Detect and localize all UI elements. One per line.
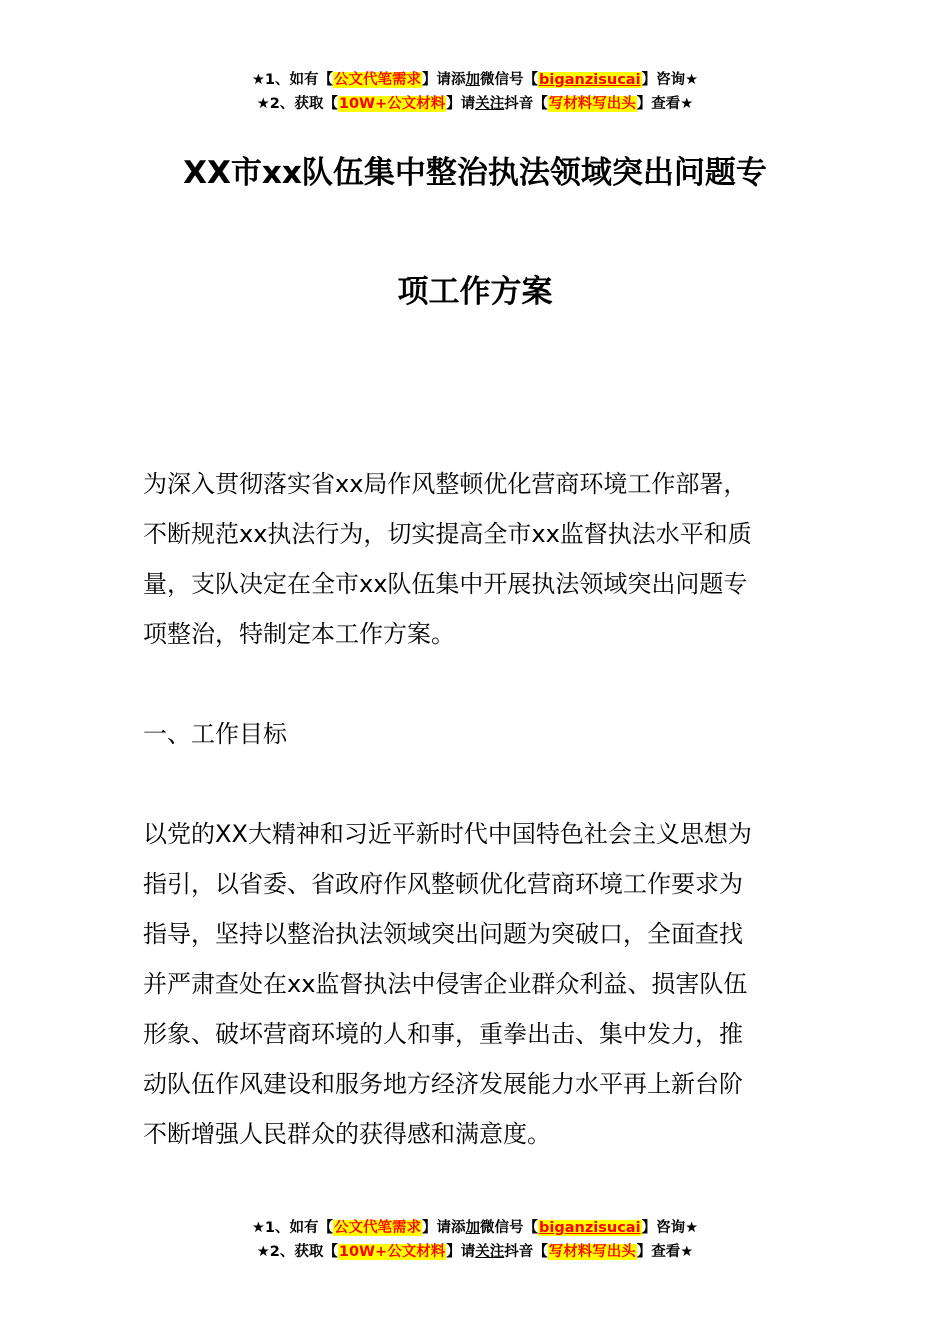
promo-wechat-id[interactable]: biganzisucai — [539, 1220, 641, 1236]
promo-douyin-account[interactable]: 写材料写出头 — [548, 1244, 636, 1260]
promo-text: 关注 — [475, 96, 505, 112]
promo-text: 加 — [465, 1220, 481, 1236]
promo-text: ★2、获取【 — [256, 96, 338, 112]
promo-text: 抖音【 — [504, 96, 548, 112]
section-heading: 一、工作目标 — [143, 720, 287, 748]
promo-text: 加 — [465, 72, 481, 88]
promo-text: 】咨询★ — [641, 72, 699, 88]
paragraph-line: 不断增强人民群众的获得感和满意度。 — [143, 1120, 551, 1148]
promo-line-1 — [0, 68, 950, 92]
promo-text: 关注 — [475, 1244, 505, 1260]
document-title-line-1: XX市xx队伍集中整治执法领域突出问题专 — [183, 155, 767, 191]
section-paragraph — [143, 809, 811, 1159]
promo-highlight-materials: 10W+公文材料 — [338, 96, 446, 112]
document-body — [143, 459, 811, 1159]
promo-line-2 — [0, 1240, 950, 1264]
promo-text: 微信号【 — [480, 1220, 539, 1236]
promo-text: 】请 — [446, 96, 476, 112]
paragraph-line: 以党的XX大精神和习近平新时代中国特色社会主义思想为 — [143, 820, 752, 848]
intro-paragraph — [143, 459, 811, 659]
paragraph-line: 指导，坚持以整治执法领域突出问题为突破口，全面查找 — [143, 920, 743, 948]
promo-banner-bottom — [0, 1216, 950, 1264]
promo-highlight-materials: 10W+公文材料 — [338, 1244, 446, 1260]
promo-text: 抖音【 — [504, 1244, 548, 1260]
paragraph-line: 不断规范xx执法行为，切实提高全市xx监督执法水平和质 — [143, 520, 752, 548]
promo-text: 】请 — [446, 1244, 476, 1260]
paragraph-line: 动队伍作风建设和服务地方经济发展能力水平再上新台阶 — [143, 1070, 743, 1098]
spacer — [143, 659, 811, 709]
promo-text: ★2、获取【 — [256, 1244, 338, 1260]
promo-text: 】查看★ — [636, 96, 694, 112]
promo-text: ★1、如有【 — [251, 1220, 334, 1236]
paragraph-line: 为深入贯彻落实省xx局作风整顿优化营商环境工作部署， — [143, 470, 748, 498]
promo-text: 】请添 — [422, 1220, 466, 1236]
paragraph-line: 并严肃查处在xx监督执法中侵害企业群众利益、损害队伍 — [143, 970, 748, 998]
promo-text: 】请添 — [422, 72, 466, 88]
promo-line-2 — [0, 92, 950, 116]
promo-wechat-id[interactable]: biganzisucai — [539, 72, 641, 88]
promo-text: 微信号【 — [480, 72, 539, 88]
promo-douyin-account[interactable]: 写材料写出头 — [548, 96, 636, 112]
paragraph-line: 项整治，特制定本工作方案。 — [143, 620, 455, 648]
promo-highlight-service: 公文代笔需求 — [334, 72, 422, 88]
document-title-line-2: 项工作方案 — [397, 274, 553, 310]
paragraph-line: 量，支队决定在全市xx队伍集中开展执法领域突出问题专 — [143, 570, 748, 598]
promo-text: 】咨询★ — [641, 1220, 699, 1236]
promo-text: 】查看★ — [636, 1244, 694, 1260]
promo-banner-top — [0, 68, 950, 116]
paragraph-line: 指引，以省委、省政府作风整顿优化营商环境工作要求为 — [143, 870, 743, 898]
promo-text: ★1、如有【 — [251, 72, 334, 88]
paragraph-line: 形象、破坏营商环境的人和事，重拳出击、集中发力，推 — [143, 1020, 743, 1048]
promo-line-1 — [0, 1216, 950, 1240]
spacer — [143, 759, 811, 809]
promo-highlight-service: 公文代笔需求 — [334, 1220, 422, 1236]
